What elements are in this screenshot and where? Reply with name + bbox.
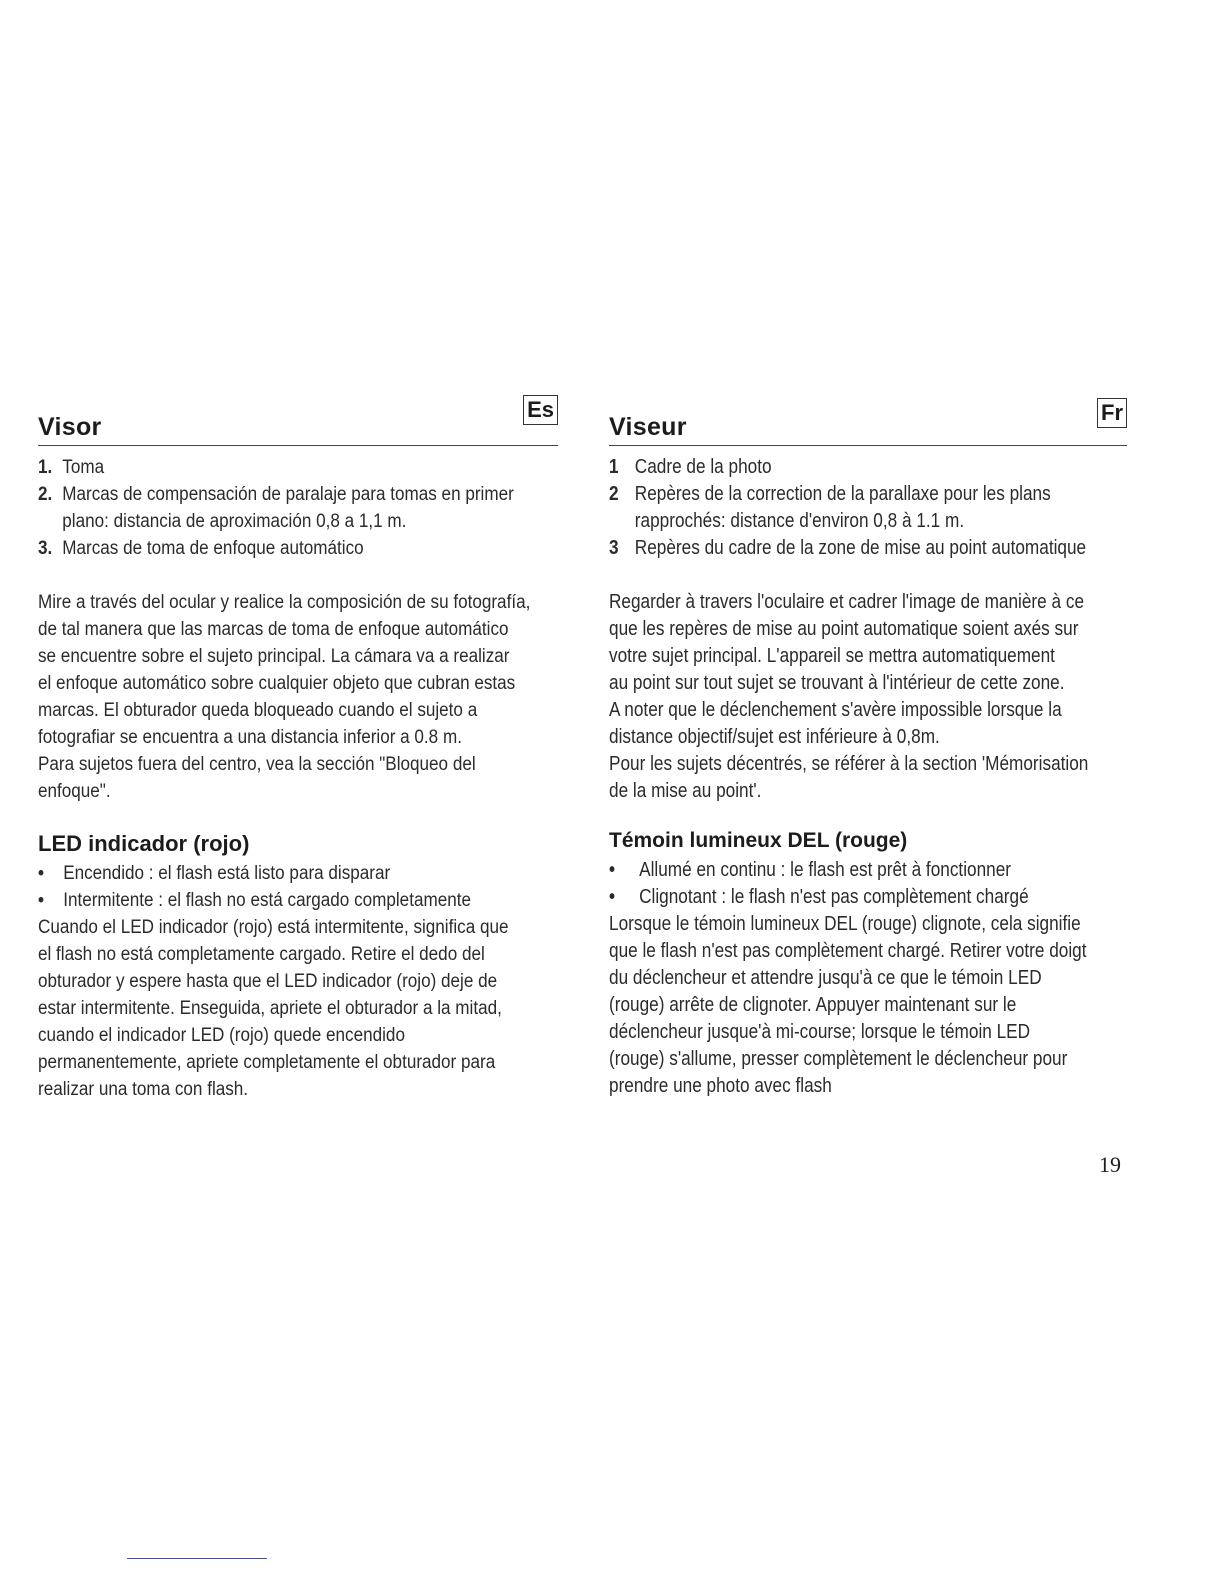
paragraph-line: (rouge) arrête de clignoter. Appuyer maintenant sur le bbox=[609, 994, 1017, 1016]
bullet-icon: • bbox=[609, 859, 616, 881]
paragraph-line: estar intermitente. Enseguida, apriete el obturador a la mitad, bbox=[38, 998, 502, 1019]
bullet-text: Allumé en continu : le flash est prêt à fonctionner bbox=[639, 859, 1012, 881]
list-item bbox=[609, 535, 1126, 562]
french-led-paragraph bbox=[609, 911, 1126, 1100]
paragraph-line: fotografiar se encuentra a una distancia inferior a 0.8 m. bbox=[38, 727, 462, 748]
list-item-text: Toma bbox=[62, 457, 105, 478]
paragraph-line: distance objectif/sujet est inférieure à 0,8m. bbox=[609, 726, 940, 748]
french-viewfinder-list bbox=[609, 454, 1126, 562]
paragraph-line: el flash no está completamente cargado. Retire el dedo del bbox=[38, 944, 485, 965]
list-item bbox=[38, 481, 557, 535]
page-number: 19 bbox=[1099, 1152, 1121, 1177]
list-item-number: 2 bbox=[609, 483, 619, 505]
paragraph-line: realizar una toma con flash. bbox=[38, 1079, 249, 1100]
paragraph-line: que le flash n'est pas complètement chargé. Retirer votre doigt bbox=[609, 940, 1087, 962]
spanish-led-bullets bbox=[38, 860, 557, 914]
spanish-section-title: Visor bbox=[38, 413, 102, 441]
paragraph-line: déclencheur jusque'à mi-course; lorsque le témoin LED bbox=[609, 1021, 1031, 1043]
list-item bbox=[38, 860, 557, 887]
french-led-bullets bbox=[609, 857, 1126, 911]
list-item-text: Repères du cadre de la zone de mise au point automatique bbox=[634, 537, 1087, 559]
paragraph-line: se encuentre sobre el sujeto principal. La cámara va a realizar bbox=[38, 646, 510, 667]
paragraph-line: de tal manera que las marcas de toma de enfoque automático bbox=[38, 619, 509, 640]
paragraph-line: (rouge) s'allume, presser complètement le déclencheur pour bbox=[609, 1048, 1068, 1070]
paragraph-line: Lorsque le témoin lumineux DEL (rouge) clignote, cela signifie bbox=[609, 913, 1081, 935]
list-item-text: Marcas de toma de enfoque automático bbox=[62, 538, 364, 559]
list-item-text: Marcas de compensación de paralaje para tomas en primer plano: distancia de aproximación 0,8 a 1,1 m. bbox=[62, 484, 514, 532]
list-item-text: Cadre de la photo bbox=[634, 456, 772, 478]
paragraph-line: Para sujetos fuera del centro, vea la sección "Bloqueo del bbox=[38, 754, 476, 775]
paragraph-line: marcas. El obturador queda bloqueado cuando el sujeto a bbox=[38, 700, 478, 721]
spanish-language-badge: Es bbox=[523, 395, 558, 425]
paragraph-line: el enfoque automático sobre cualquier objeto que cubran estas bbox=[38, 673, 516, 694]
list-item bbox=[38, 454, 557, 481]
spanish-viewfinder-paragraph bbox=[38, 589, 557, 805]
list-item bbox=[609, 481, 1126, 535]
spanish-viewfinder-list bbox=[38, 454, 557, 562]
french-section-header bbox=[609, 395, 1127, 446]
list-item-number: 2. bbox=[38, 484, 53, 505]
list-item bbox=[609, 857, 1126, 884]
paragraph-line: Pour les sujets décentrés, se référer à la section 'Mémorisation bbox=[609, 753, 1089, 775]
paragraph-line: permanentemente, apriete completamente el obturador para bbox=[38, 1052, 496, 1073]
list-item-number: 3. bbox=[38, 538, 53, 559]
list-item bbox=[38, 887, 557, 914]
paragraph-line: Regarder à travers l'oculaire et cadrer l'image de manière à ce bbox=[609, 591, 1085, 613]
spanish-led-title: LED indicador (rojo) bbox=[38, 831, 250, 856]
list-item bbox=[609, 454, 1126, 481]
french-viewfinder-paragraph bbox=[609, 589, 1126, 805]
paragraph-line: au point sur tout sujet se trouvant à l'intérieur de cette zone. bbox=[609, 672, 1065, 694]
french-section-title: Viseur bbox=[609, 413, 687, 441]
spanish-led-paragraph bbox=[38, 914, 557, 1103]
paragraph-line: obturador y espere hasta que el LED indicador (rojo) deje de bbox=[38, 971, 498, 992]
spanish-column bbox=[38, 395, 558, 1103]
paragraph-line: enfoque". bbox=[38, 781, 111, 802]
paragraph-line: votre sujet principal. L'appareil se mettra automatiquement bbox=[609, 645, 1055, 667]
paragraph-line: de la mise au point'. bbox=[609, 780, 762, 802]
paragraph-line: cuando el indicador LED (rojo) quede encendido bbox=[38, 1025, 405, 1046]
paragraph-line: du déclencheur et attendre jusqu'à ce que le témoin LED bbox=[609, 967, 1042, 989]
list-item bbox=[609, 884, 1126, 911]
list-item-text: Repères de la correction de la parallaxe pour les plans rapprochés: distance d'environ 0,8 à 1.1 m. bbox=[634, 483, 1051, 532]
bullet-text: Encendido : el flash está listo para disparar bbox=[63, 863, 391, 884]
list-item-number: 1. bbox=[38, 457, 53, 478]
bullet-icon: • bbox=[38, 890, 44, 911]
list-item-number: 3 bbox=[609, 537, 619, 559]
list-item bbox=[38, 535, 557, 562]
french-column bbox=[609, 395, 1127, 1100]
paragraph-line: que les repères de mise au point automatique soient axés sur bbox=[609, 618, 1079, 640]
bullet-text: Clignotant : le flash n'est pas complètement chargé bbox=[639, 886, 1029, 908]
list-item-number: 1 bbox=[609, 456, 619, 478]
bullet-icon: • bbox=[609, 886, 616, 908]
french-language-badge: Fr bbox=[1097, 398, 1127, 428]
paragraph-line: A noter que le déclenchement s'avère impossible lorsque la bbox=[609, 699, 1062, 721]
bullet-icon: • bbox=[38, 863, 44, 884]
french-led-title: Témoin lumineux DEL (rouge) bbox=[609, 829, 908, 852]
bullet-text: Intermitente : el flash no está cargado completamente bbox=[63, 890, 471, 911]
footer-rule bbox=[127, 1558, 267, 1559]
paragraph-line: prendre une photo avec flash bbox=[609, 1075, 832, 1097]
spanish-section-header bbox=[38, 395, 558, 446]
paragraph-line: Mire a través del ocular y realice la composición de su fotografía, bbox=[38, 592, 531, 613]
paragraph-line: Cuando el LED indicador (rojo) está intermitente, significa que bbox=[38, 917, 509, 938]
